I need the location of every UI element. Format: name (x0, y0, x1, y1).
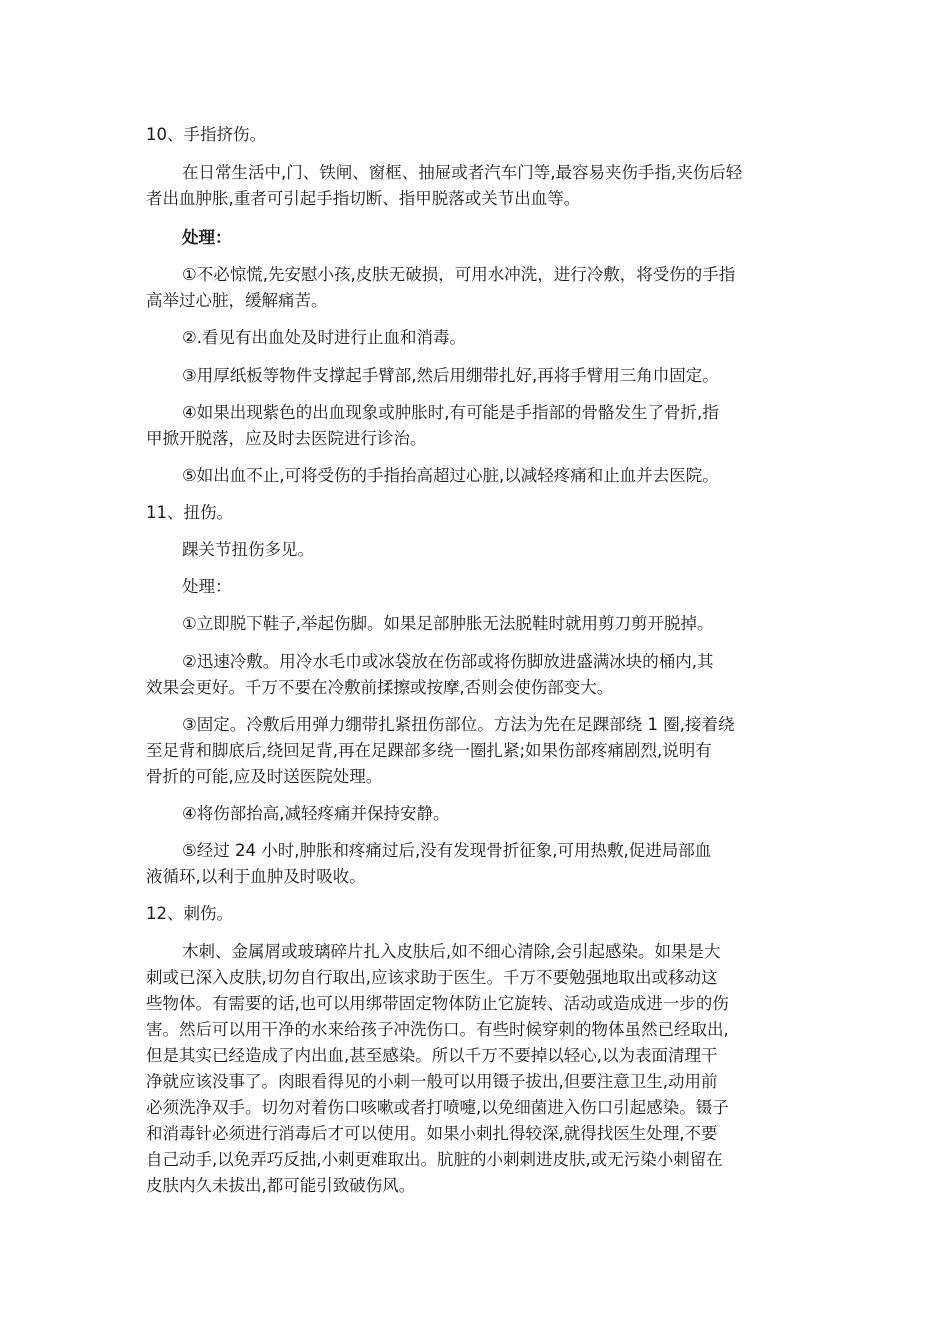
paragraph-line: ⑤如出血不止,可将受伤的手指抬高超过心脏,以减轻疼痛和止血并去医院。 (182, 466, 719, 485)
paragraph-line: 踝关节扭伤多见。 (182, 540, 314, 559)
paragraph-line: 至足背和脚底后,绕回足背,再在足踝部多绕一圈扎紧;如果伤部疼痛剧烈,说明有 (146, 741, 712, 760)
paragraph-line: 液循环,以利于血肿及时吸收。 (146, 867, 366, 886)
paragraph-line: ⑤经过 24 小时,肿胀和疼痛过后,没有发现骨折征象,可用热敷,促进局部血 (182, 841, 712, 860)
paragraph-line: 高举过心脏，缓解痛苦。 (146, 291, 328, 310)
paragraph-line: ④将伤部抬高,减轻疼痛并保持安静。 (182, 804, 450, 823)
paragraph-line: 者出血肿胀,重者可引起手指切断、指甲脱落或关节出血等。 (146, 189, 581, 208)
paragraph-line: ②迅速冷敷。用冷水毛巾或冰袋放在伤部或将伤脚放进盛满冰块的桶内,其 (182, 652, 714, 671)
paragraph-line: ②.看见有出血处及时进行止血和消毒。 (182, 328, 467, 347)
paragraph-line: ③固定。冷敷后用弹力绷带扎紧扭伤部位。方法为先在足踝部绕 1 圈,接着绕 (182, 715, 735, 734)
paragraph-line: 些物体。有需要的话,也可以用绑带固定物体防止它旋转、活动或造成进一步的伤 (146, 994, 729, 1013)
section-heading: 12、刺伤。 (146, 904, 233, 923)
paragraph-line: ④如果出现紫色的出血现象或肿胀时,有可能是手指部的骨骼发生了骨折,指 (182, 403, 719, 422)
paragraph-line: ①不必惊慌,先安慰小孩,皮肤无破损，可用水冲洗，进行冷敷，将受伤的手指 (182, 265, 736, 284)
paragraph-line: 害。然后可以用干净的水来给孩子冲洗伤口。有些时候穿刺的物体虽然已经取出, (146, 1020, 729, 1039)
paragraph-line: ①立即脱下鞋子,举起伤脚。如果足部肿胀无法脱鞋时就用剪刀剪开脱掉。 (182, 614, 714, 633)
paragraph-line: 甲掀开脱落，应及时去医院进行诊治。 (146, 429, 427, 448)
paragraph-line: 在日常生活中,门、铁闸、窗框、抽屉或者汽车门等,最容易夹伤手指,夹伤后轻 (182, 163, 743, 182)
paragraph-line: 皮肤内久未拔出,都可能引致破伤风。 (146, 1176, 416, 1195)
section-heading: 11、扭伤。 (146, 503, 233, 522)
paragraph-line: 自己动手,以免弄巧反拙,小刺更难取出。肮脏的小刺刺进皮肤,或无污染小刺留在 (146, 1150, 723, 1169)
section-heading: 10、手指挤伤。 (146, 125, 266, 144)
paragraph-line: 净就应该没事了。肉眼看得见的小刺一般可以用镊子拔出,但要注意卫生,动用前 (146, 1072, 718, 1091)
subheading: 处理： (182, 228, 232, 247)
paragraph-line: ③用厚纸板等物件支撑起手臂部,然后用绷带扎好,再将手臂用三角巾固定。 (182, 366, 719, 385)
paragraph-line: 和消毒针必须进行消毒后才可以使用。如果小刺扎得较深,就得找医生处理,不要 (146, 1124, 718, 1143)
subheading: 处理： (182, 577, 232, 596)
paragraph-line: 刺或已深入皮肤,切勿自行取出,应该求助于医生。千万不要勉强地取出或移动这 (146, 968, 718, 987)
paragraph-line: 但是其实已经造成了内出血,甚至感染。所以千万不要掉以轻心,以为表面清理干 (146, 1046, 718, 1065)
paragraph-line: 木刺、金属屑或玻璃碎片扎入皮肤后,如不细心清除,会引起感染。如果是大 (182, 942, 721, 961)
paragraph-line: 效果会更好。千万不要在冷敷前揉擦或按摩,否则会使伤部变大。 (146, 678, 614, 697)
paragraph-line: 必须洗净双手。切勿对着伤口咳嗽或者打喷嚏,以免细菌进入伤口引起感染。镊子 (146, 1098, 729, 1117)
paragraph-line: 骨折的可能,应及时送医院处理。 (146, 767, 383, 786)
